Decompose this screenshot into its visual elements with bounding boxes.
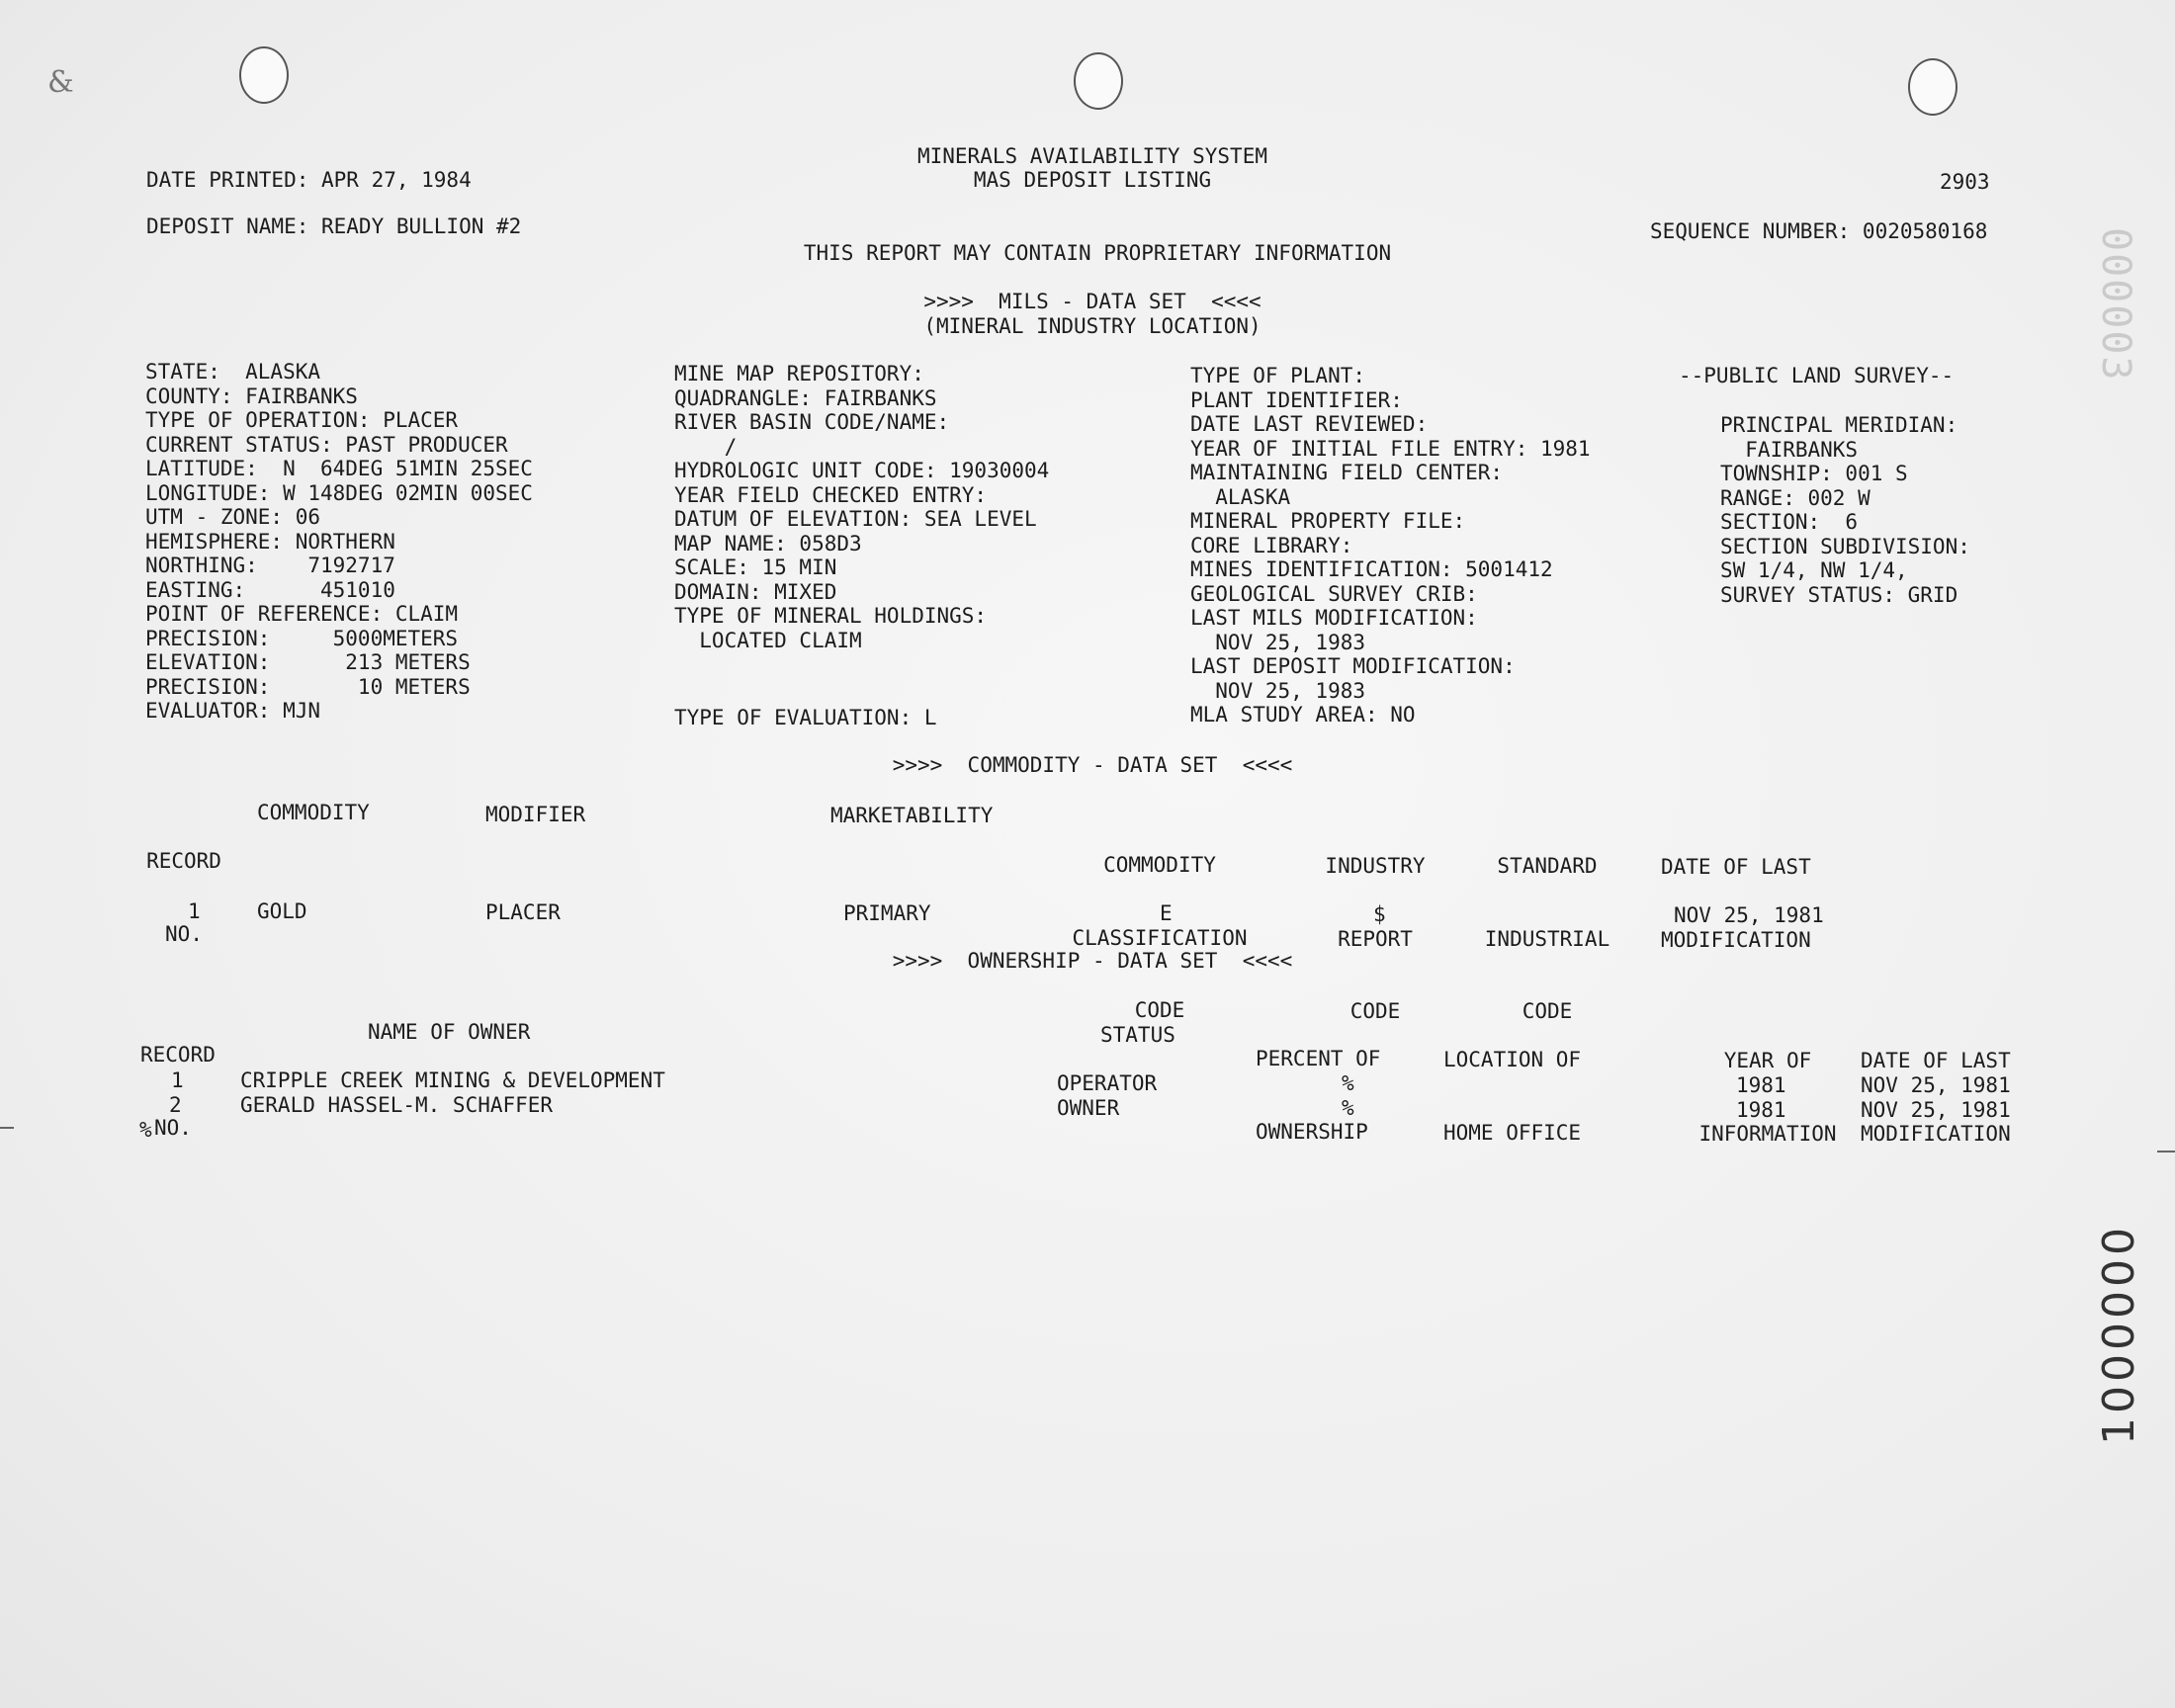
punch-hole-center: [1074, 52, 1123, 110]
mils-field: GEOLOGICAL SURVEY CRIB:: [1190, 581, 1478, 606]
ownership-footer-mark: %: [139, 1118, 152, 1142]
date-printed: DATE PRINTED: APR 27, 1984: [146, 168, 472, 192]
listing-title: MAS DEPOSIT LISTING: [973, 168, 1212, 192]
commodity-header-marketability: MARKETABILITY: [830, 804, 994, 827]
mils-field: POINT OF REFERENCE: CLAIM: [145, 602, 459, 626]
mils-field: CORE LIBRARY:: [1190, 533, 1353, 557]
mils-field: NORTHING: 7192717: [145, 554, 395, 577]
commodity-modifier: PLACER: [485, 900, 561, 924]
commodity-header-modifier: MODIFIER: [485, 803, 586, 826]
mils-field: LATITUDE: N 64DEG 51MIN 25SEC: [145, 457, 533, 480]
mils-field: ALASKA: [1190, 484, 1291, 509]
commodity-header-commodity: COMMODITY: [257, 801, 370, 824]
deposit-name: DEPOSIT NAME: READY BULLION #2: [146, 214, 522, 238]
mils-field: MAP NAME: 058D3: [674, 531, 862, 555]
mils-map-column: [674, 362, 1049, 652]
mils-field: DATE LAST REVIEWED:: [1190, 412, 1429, 436]
left-edge-tick: [0, 1127, 14, 1129]
commodity-header-classification: [1068, 805, 1252, 1047]
commodity-name: GOLD: [257, 899, 307, 923]
commodity-header-date: [1661, 807, 1811, 977]
mils-field: RIVER BASIN CODE/NAME:: [674, 410, 950, 434]
mils-field: SCALE: 15 MIN: [674, 555, 837, 579]
ownership-header-status: STATUS: [1100, 1023, 1175, 1047]
mils-field: LONGITUDE: W 148DEG 02MIN 00SEC: [145, 480, 533, 505]
mils-section-subtitle: (MINERAL INDUSTRY LOCATION): [923, 314, 1262, 338]
header-line: STANDARD: [1497, 854, 1598, 878]
header-line: INDUSTRIAL: [1484, 926, 1610, 951]
owner-status: OWNER: [1057, 1096, 1120, 1120]
mils-field: PRECISION: 10 METERS: [145, 674, 471, 699]
ownership-section-title: >>>> OWNERSHIP - DATA SET <<<<: [892, 949, 1293, 973]
header-line: OWNERSHIP: [1256, 1119, 1368, 1144]
mils-field: NOV 25, 1983: [1190, 630, 1366, 654]
owner-year: 1981: [1736, 1098, 1786, 1122]
header-line: DATE OF LAST: [1661, 855, 1811, 879]
page-number: 2903: [1940, 170, 1990, 194]
mils-field: LAST MILS MODIFICATION:: [1190, 606, 1478, 630]
header-line: CLASSIFICATION: [1072, 925, 1248, 950]
owner-name: GERALD HASSEL-M. SCHAFFER: [240, 1093, 554, 1117]
mils-field: MINES IDENTIFICATION: 5001412: [1190, 557, 1553, 581]
right-edge-tick: [2157, 1151, 2175, 1153]
owner-percent: %: [1342, 1096, 1354, 1120]
header-line: MODIFICATION: [1661, 927, 1811, 952]
commodity-classification-code: E: [1160, 901, 1173, 925]
mils-field: PRECISION: 5000METERS: [145, 626, 459, 650]
corner-handwritten-mark: &: [47, 65, 74, 100]
owner-year: 1981: [1736, 1073, 1786, 1097]
punch-hole-right: [1908, 58, 1958, 116]
mils-field: PLANT IDENTIFIER:: [1190, 387, 1403, 412]
sequence-number: SEQUENCE NUMBER: 0020580168: [1650, 219, 1988, 243]
header-line: CODE: [1134, 998, 1185, 1022]
header-line: HOME OFFICE: [1443, 1120, 1582, 1145]
header-line: INFORMATION: [1698, 1121, 1837, 1146]
header-line: YEAR OF: [1723, 1049, 1812, 1072]
commodity-section-title: >>>> COMMODITY - DATA SET <<<<: [892, 753, 1293, 777]
mils-field: STATE: ALASKA: [145, 360, 321, 384]
owner-date: NOV 25, 1981: [1861, 1073, 2011, 1097]
mils-field: EVALUATOR: MJN: [145, 699, 321, 723]
owner-date: NOV 25, 1981: [1861, 1098, 2011, 1122]
mils-field: /: [674, 434, 738, 459]
mils-field: TYPE OF OPERATION: PLACER: [145, 408, 459, 432]
owner-name: CRIPPLE CREEK MINING & DEVELOPMENT: [240, 1068, 665, 1092]
survey-field: RANGE: 002 W: [1720, 485, 1870, 510]
proprietary-notice: THIS REPORT MAY CONTAIN PROPRIETARY INFORMATION: [803, 241, 1392, 265]
ownership-header-percent: [1256, 998, 1380, 1168]
mils-field: MLA STUDY AREA: NO: [1190, 703, 1416, 726]
mils-field: LAST DEPOSIT MODIFICATION:: [1190, 654, 1516, 678]
commodity-industry-code: $: [1373, 902, 1386, 926]
survey-field: SW 1/4, NW 1/4,: [1720, 558, 1908, 582]
owner-percent: %: [1342, 1071, 1354, 1095]
mils-field: HYDROLOGIC UNIT CODE: 19030004: [674, 459, 1050, 482]
survey-field: FAIRBANKS: [1720, 437, 1859, 462]
side-stamp-top: 000003: [2093, 227, 2138, 383]
commodity-header-record: [136, 801, 231, 971]
mils-field: ELEVATION: 213 METERS: [145, 650, 471, 674]
mils-field: CURRENT STATUS: PAST PRODUCER: [145, 432, 508, 457]
header-line: COMMODITY: [1103, 853, 1216, 877]
header-line: PERCENT OF: [1256, 1047, 1381, 1070]
survey-field: PRINCIPAL MERIDIAN:: [1720, 413, 1958, 437]
mils-field: DATUM OF ELEVATION: SEA LEVEL: [674, 507, 1037, 531]
mils-plant-column: [1190, 364, 1591, 727]
header-line: RECORD: [146, 849, 221, 873]
mils-field: COUNTY: FAIRBANKS: [145, 384, 358, 408]
mils-section-title: >>>> MILS - DATA SET <<<<: [923, 290, 1262, 313]
mils-field: LOCATED CLAIM: [674, 628, 862, 652]
owner-status: OPERATOR: [1057, 1071, 1158, 1095]
survey-field: SECTION: 6: [1720, 510, 1859, 534]
survey-field: SURVEY STATUS: GRID: [1720, 582, 1958, 607]
mils-field: HEMISPHERE: NORTHERN: [145, 529, 395, 554]
header-line: NO.: [165, 921, 203, 946]
commodity-record-no: 1: [188, 899, 201, 923]
commodity-date: NOV 25, 1981: [1674, 903, 1824, 927]
mils-field: EASTING: 451010: [145, 577, 395, 602]
mils-field: MAINTAINING FIELD CENTER:: [1190, 461, 1504, 484]
type-of-evaluation: TYPE OF EVALUATION: L: [674, 706, 937, 729]
mils-field: MINERAL PROPERTY FILE:: [1190, 509, 1466, 533]
mils-field: MINE MAP REPOSITORY:: [674, 362, 924, 385]
mils-field: YEAR OF INITIAL FILE ENTRY: 1981: [1190, 436, 1591, 461]
side-stamp-bottom: 1000000: [2094, 1224, 2144, 1445]
mils-field: QUADRANGLE: FAIRBANKS: [674, 385, 937, 410]
ownership-header-name: NAME OF OWNER: [368, 1020, 531, 1044]
public-land-survey-title: --PUBLIC LAND SURVEY--: [1679, 364, 1955, 387]
header-line: CODE: [1522, 999, 1573, 1023]
header-line: DATE OF LAST: [1861, 1049, 2011, 1072]
mils-field: YEAR FIELD CHECKED ENTRY:: [674, 482, 988, 507]
system-title: MINERALS AVAILABILITY SYSTEM: [916, 144, 1267, 168]
commodity-marketability: PRIMARY: [843, 901, 931, 925]
mils-location-column: [145, 360, 533, 724]
header-line: RECORD: [140, 1043, 216, 1067]
mils-field: DOMAIN: MIXED: [674, 579, 837, 604]
mils-field: NOV 25, 1983: [1190, 678, 1366, 703]
punch-hole-left: [239, 46, 289, 104]
public-land-survey-column: [1720, 413, 1970, 607]
owner-record-no: 2: [169, 1093, 182, 1117]
survey-field: TOWNSHIP: 001 S: [1720, 462, 1908, 485]
header-line: CODE: [1349, 999, 1401, 1023]
survey-field: SECTION SUBDIVISION:: [1720, 534, 1970, 558]
mils-field: UTM - ZONE: 06: [145, 505, 321, 529]
mils-field: TYPE OF PLANT:: [1190, 364, 1366, 387]
ownership-header-location: [1443, 999, 1581, 1169]
header-line: REPORT: [1338, 926, 1413, 951]
owner-record-no: 1: [171, 1068, 184, 1092]
header-line: INDUSTRY: [1325, 854, 1426, 878]
header-line: MODIFICATION: [1861, 1121, 2011, 1146]
mils-field: TYPE OF MINERAL HOLDINGS:: [674, 604, 988, 628]
header-line: NO.: [154, 1115, 192, 1140]
header-line: LOCATION OF: [1443, 1048, 1582, 1071]
